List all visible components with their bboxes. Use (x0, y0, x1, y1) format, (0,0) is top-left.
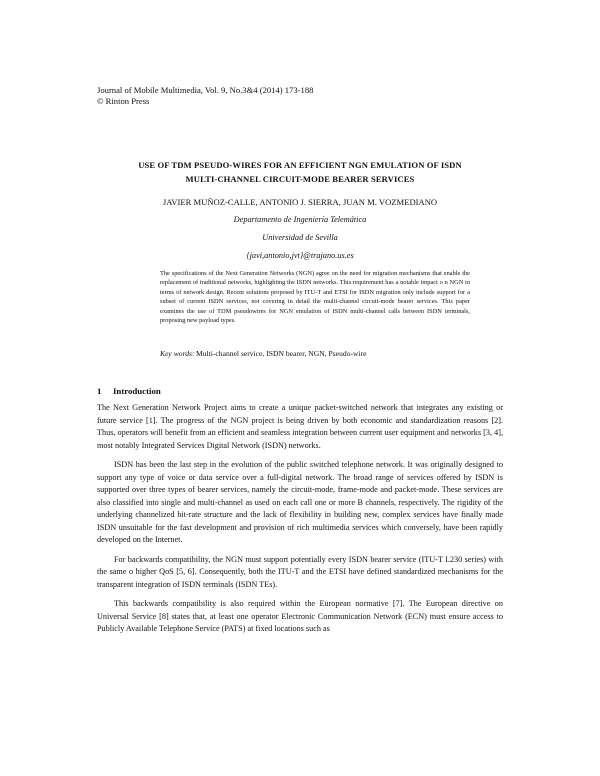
keywords (160, 349, 367, 358)
paragraph: The Next Generation Network Project aims to create a unique packet-switched network that integrates any existing or future service [1]. The progress of the NGN project is being driven by both economic and standardization reasons [2]. Thus, operators will benefit from an efficient and seamless integration between current user equipment and networks [3, 4], most notably Integrated Services Digital Network (ISDN) networks. (97, 403, 503, 450)
journal-citation: Journal of Mobile Multimedia, Vol. 9, No.3&4 (2014) 173-188 (97, 85, 314, 95)
title-line-2: MULTI-CHANNEL CIRCUIT-MODE BEARER SERVICES (185, 173, 415, 184)
section-title: Introduction (113, 386, 161, 396)
affiliation-email: {javi,antonio,jvt}@trajano.us.es (246, 251, 354, 260)
paragraph: This backwards compatibility is also required within the European normative [7]. The European directive on Universal Service [8] states that, at least one operator Electronic Communication Network (ECN) must ensure access to Publicly Available Telephone Service (PATS) at fixed locations such as (97, 599, 503, 633)
author-list: JAVIER MUÑOZ-CALLE, ANTONIO J. SIERRA, JUAN M. VOZMEDIANO (162, 197, 438, 207)
title-line-1: USE OF TDM PSEUDO-WIRES FOR AN EFFICIENT NGN EMULATION OF ISDN (138, 160, 462, 170)
affiliation-university: Universidad de Sevilla (262, 233, 338, 242)
paragraph: ISDN has been the last step in the evolution of the public switched telephone network. It was originally designed to support any type of voice or data service over a full-digital network. The broad range of services offered by ISDN is supported over three types of bearer services, namely the circuit-mode, frame-mode and packet-mode. These services are also classified into single and multi-channel as used on each call one or more B channels, respectively. The rigidity of the underlying channelized bit-rate structure and the lack of flexibility in building new, complex services have finally made ISDN unsuitable for the fast development and provision of rich multimedia services which conversely, have been rapidly developed on the Internet. (97, 460, 503, 544)
affiliation-department: Departamento de Ingeniería Telemática (233, 215, 367, 224)
paper-title (100, 159, 500, 186)
affiliation (100, 211, 500, 265)
section-heading (97, 386, 161, 396)
paragraph: For backwards compatibility, the NGN must support potentially every ISDN bearer service (ITU-T I.230 series) with the same o higher QoS [5, 6]. Consequently, both the ITU-T and the ETSI have defined standardized mechanisms for the transparent integration of ISDN terminals (ISDN TEs). (97, 554, 503, 589)
keywords-text: : Multi-channel service, ISDN bearer, NGN, Pseudo-wire (192, 349, 367, 358)
introduction-body (97, 402, 503, 643)
keywords-label: Key words (160, 349, 192, 358)
section-number: 1 (97, 386, 102, 396)
journal-header (97, 85, 313, 107)
abstract: The specifications of the Next Generation Networks (NGN) agree on the need for migration mechanisms that enable the replacement of traditional networks, highlighting the ISDN networks. This requirement has a notable impact o n NGN in terms of network design. Recent solutions proposed by ITU-T and ETSI for ISDN migration only include support for a subset of current ISDN services, not covering in detail the multi-channel circuit-mode bearer services. This paper examines the use of TDM pseudowires for NGN emulation of ISDN multi-channel calls between ISDN terminals, proposing new payload types. (160, 270, 470, 325)
journal-copyright: © Rinton Press (97, 96, 150, 106)
